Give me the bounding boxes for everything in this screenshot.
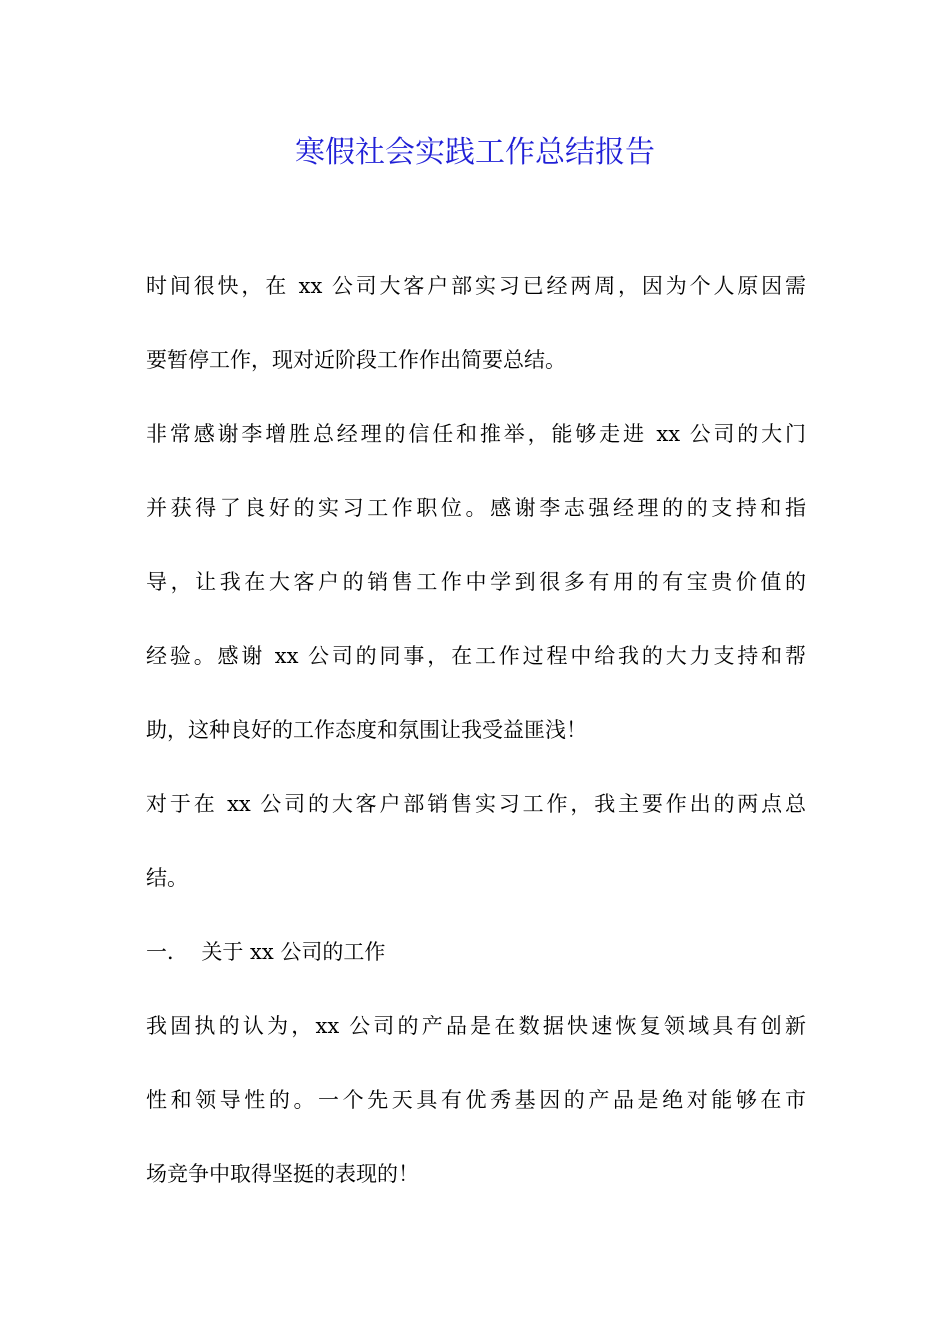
paragraph-intro	[146, 264, 806, 412]
paragraph-line: 导，让我在大客户的销售工作中学到很多有用的有宝贵价值的	[146, 570, 806, 594]
paragraph-thanks	[146, 412, 806, 782]
paragraph-summary-intro	[146, 782, 806, 930]
paragraph-product	[146, 1004, 806, 1226]
paragraph-line: 时间很快，在 xx 公司大客户部实习已经两周，因为个人原因需	[146, 274, 806, 298]
document-body	[146, 264, 806, 1226]
paragraph-line: 结。	[146, 866, 188, 890]
paragraph-line: 非常感谢李增胜总经理的信任和推举，能够走进 xx 公司的大门	[146, 422, 806, 446]
paragraph-line: 我固执的认为，xx 公司的产品是在数据快速恢复领域具有创新	[146, 1014, 806, 1038]
paragraph-line: 场竞争中取得坚挺的表现的！	[146, 1162, 419, 1186]
section-heading-1	[146, 930, 806, 1004]
paragraph-line: 对于在 xx 公司的大客户部销售实习工作，我主要作出的两点总	[146, 792, 806, 816]
document-title: 寒假社会实践工作总结报告	[295, 135, 655, 170]
paragraph-line: 性和领导性的。一个先天具有优秀基因的产品是绝对能够在市	[146, 1088, 806, 1112]
paragraph-line: 经验。感谢 xx 公司的同事，在工作过程中给我的大力支持和帮	[146, 644, 806, 668]
paragraph-line: 助，这种良好的工作态度和氛围让我受益匪浅！	[146, 718, 587, 742]
paragraph-line: 并获得了良好的实习工作职位。感谢李志强经理的的支持和指	[146, 496, 806, 520]
paragraph-line: 要暂停工作，现对近阶段工作作出简要总结。	[146, 348, 566, 372]
section-heading-line: 一． 关于 xx 公司的工作	[146, 940, 386, 964]
